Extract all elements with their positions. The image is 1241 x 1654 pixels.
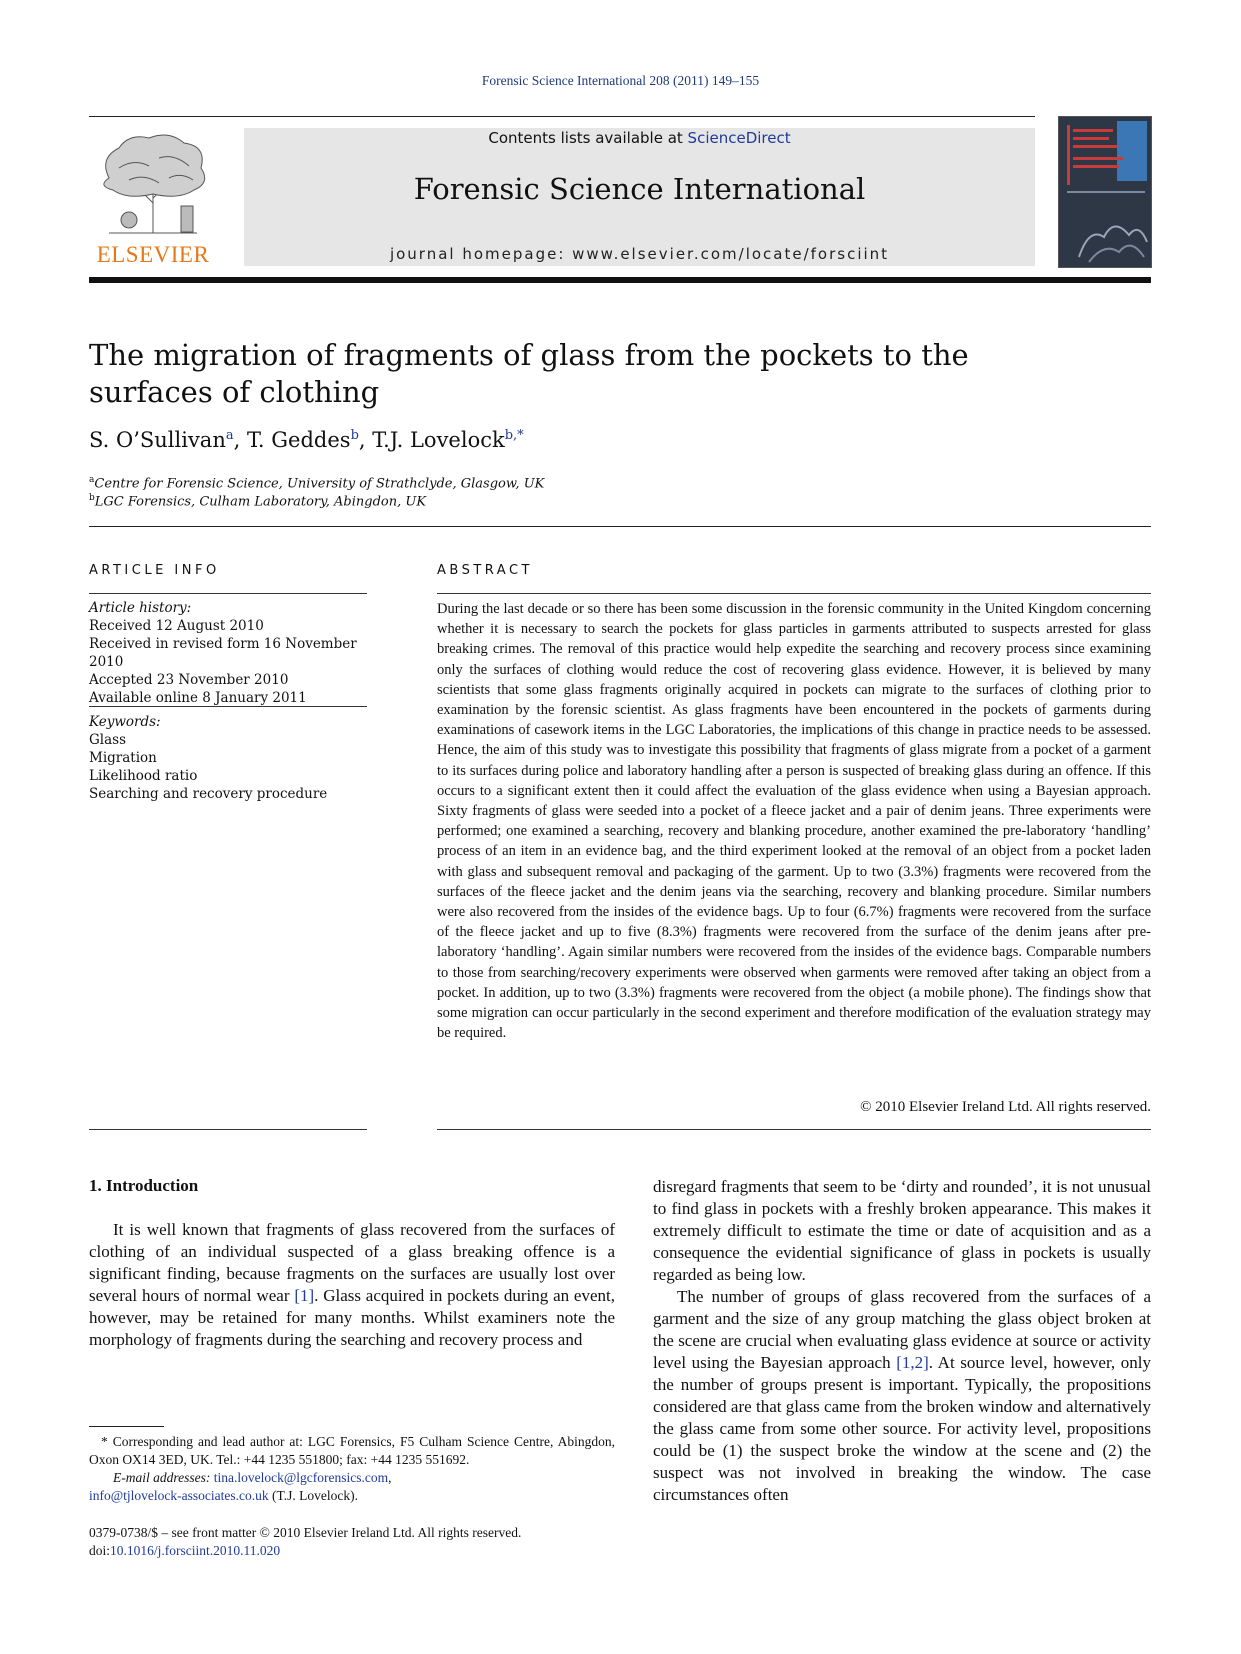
article-title-line-1: The migration of fragments of glass from the pockets to the xyxy=(89,338,969,372)
abstract-heading: ABSTRACT xyxy=(437,563,533,578)
journal-citation[interactable]: Forensic Science International 208 (2011) 149–155 xyxy=(481,73,760,88)
affiliation-mark: b xyxy=(89,493,95,503)
doi-line xyxy=(89,1542,649,1560)
journal-title: Forensic Science International xyxy=(413,172,866,206)
author-name: S. O’Sullivan xyxy=(89,428,226,452)
email-link[interactable]: info@tjlovelock-associates.co.uk xyxy=(89,1488,269,1503)
front-matter-info xyxy=(89,1524,649,1560)
email-owner: (T.J. Lovelock). xyxy=(268,1488,358,1503)
body-column-left xyxy=(89,1219,615,1351)
header-thick-rule xyxy=(89,277,1151,283)
doi-label: doi: xyxy=(89,1543,111,1558)
author-list: S. O’Sullivan$^a$, T. Geddes$^b$, T.J. Lovelock$^{b,*}$ xyxy=(89,428,524,452)
header-rule xyxy=(89,116,1035,117)
article-history-label: Article history: xyxy=(89,600,192,616)
doi-link[interactable]: 10.1016/j.forsciint.2010.11.020 xyxy=(110,1543,281,1558)
issn-line: 0379-0738/$ – see front matter © 2010 Elsevier Ireland Ltd. All rights reserved. xyxy=(89,1525,522,1540)
author-affiliation-mark[interactable]: b,* xyxy=(504,428,524,443)
history-item: Received 12 August 2010 xyxy=(89,618,264,634)
journal-cover-thumbnail[interactable] xyxy=(1058,116,1152,268)
keyword-item: Searching and recovery procedure xyxy=(89,786,328,802)
keyword-item: Migration xyxy=(89,750,157,766)
affiliation-a xyxy=(89,475,544,491)
paragraph-text: It is well known that fragments of glass recovered from the surfaces of clothing of an individual suspected of a glass breaking offence is a significant finding, because fragments on the surfaces are usually lost over several hours of normal wear xyxy=(89,1220,615,1305)
abstract-rule xyxy=(437,593,1151,594)
keywords-block xyxy=(89,713,369,803)
reference-link[interactable]: [1,2] xyxy=(896,1353,929,1372)
keyword-item: Glass xyxy=(89,732,127,748)
author-name: T.J. Lovelock xyxy=(372,428,505,452)
body-column-right xyxy=(653,1176,1151,1506)
author-affiliation-mark[interactable]: a xyxy=(225,428,234,443)
section-rule xyxy=(89,526,1151,527)
affiliation-text: Centre for Forensic Science, University of Strathclyde, Glasgow, UK xyxy=(94,476,545,492)
affiliation-text: LGC Forensics, Culham Laboratory, Abingdon, UK xyxy=(94,494,427,510)
affiliation-b xyxy=(89,493,426,509)
article-title xyxy=(89,337,989,411)
author-affiliation-mark[interactable]: b xyxy=(350,428,359,443)
history-item: Available online 8 January 2011 xyxy=(89,690,307,706)
paragraph-text: The number of groups of glass recovered from the surfaces of a garment and the size of any group matching the glass object broken at the scene are crucial when evaluating glass evidence at source or activity level using the Bayesian approach xyxy=(653,1287,1151,1372)
intro-paragraph: disregard fragments that seem to be ‘dirty and rounded’, it is not unusual to find glass in pockets with a freshly broken appearance. This makes it extremely difficult to estimate the time or date of acquisition and as a consequence the evidential significance of glass in pockets is usually regarded as being low. xyxy=(653,1177,1151,1284)
sciencedirect-link[interactable]: ScienceDirect xyxy=(687,129,791,147)
article-info-bottom-rule xyxy=(89,1129,367,1130)
abstract-bottom-rule xyxy=(437,1129,1151,1130)
article-title-line-2: surfaces of clothing xyxy=(89,375,380,409)
corresponding-author-footnote xyxy=(89,1433,615,1505)
keywords-label: Keywords: xyxy=(89,714,161,730)
article-history xyxy=(89,599,369,707)
journal-homepage[interactable]: journal homepage: www.elsevier.com/locate/forsciint xyxy=(389,245,890,263)
affiliation-mark: a xyxy=(89,475,95,485)
elsevier-wordmark: ELSEVIER xyxy=(96,242,210,267)
footnote-address: * Corresponding and lead author at: LGC Forensics, F5 Culham Science Centre, Abingdon, Oxon OX14 3ED, UK. Tel.: +44 1235 551800; fax: +44 1235 551692. xyxy=(89,1434,615,1467)
article-info-rule xyxy=(89,593,367,594)
keywords-rule xyxy=(89,706,367,707)
article-info-heading: ARTICLE INFO xyxy=(89,563,220,578)
contents-prefix: Contents lists available at xyxy=(488,129,688,147)
footnote-email-2 xyxy=(89,1487,615,1505)
author-name: T. Geddes xyxy=(246,428,351,452)
intro-paragraph xyxy=(653,1286,1151,1506)
abstract-copyright: © 2010 Elsevier Ireland Ltd. All rights reserved. xyxy=(860,1099,1151,1115)
email-link[interactable]: tina.lovelock@lgcforensics.com xyxy=(213,1470,389,1485)
abstract-text: During the last decade or so there has been some discussion in the forensic community in the United Kingdom concerning whether it is necessary to search the pockets for glass particles in garments attributed to suspects arrested for glass breaking crimes. The removal of this practice would help expedite the searching and recovery process since examining only the surfaces of clothing would reduce the cost of recovering glass evidence. However, it is believed by many scientists that some glass fragments originally acquired in pockets can migrate to the surfaces of clothing prior to examination by the forensic scientist. As glass fragments have been encountered in the pockets of garments during examinations of casework items in the LGC Laboratories, the implications of this change in practice needs to be assessed. Hence, the aim of this study was to investigate this possibility that fragments of glass migrate from a pocket of a garment to its surfaces during police and laboratory handling after a person is suspected of breaking glass during an offence. If this occurs to a significant extent then it could affect the evaluation of the glass evidence when using a Bayesian approach. Sixty fragments of glass were seeded into a pocket of a fleece jacket and a pair of denim jeans. Three experiments were performed; one examined a searching, recovery and blanking procedure, another examined the pre-laboratory ‘handling’ process of an item in an evidence bag, and the third experiment looked at the removal of an object from a pocket laden with glass and subsequent removal and packaging of the garment. Up to two (3.3%) fragments were recovered from the surfaces of the fleece jacket and the denim jeans via the searching, recovery and blanking procedure. Similar numbers were also recovered from the insides of the evidence bags. Up to four (6.7%) fragments were recovered from the surface of the fleece jacket and up to five (8.3%) fragments were recovered from the surface of the denim jeans after pre-laboratory ‘handling’. Again similar numbers were recovered from the insides of the evidence bags. Comparable numbers to those from searching/recovery experiments were observed when garments were removed after taking an object from a pocket. In addition, up to two (3.3%) fragments were recovered from the object (a mobile phone). The findings show that some migration can occur particularly in the second experiment and therefore modification of the evaluation strategy may be required. xyxy=(437,601,1151,1042)
introduction-heading: 1. Introduction xyxy=(89,1176,199,1195)
paragraph-text: . At source level, however, only the number of groups present is important. Typically, the propositions considered are that glass came from the broken window and alternatively the glass came from some other source. For activity level, propositions could be (1) the suspect broke the window at the scene and (2) the suspect was not involved in breaking the window. The case circumstances often xyxy=(653,1353,1151,1504)
footnote-rule xyxy=(89,1426,164,1427)
elsevier-logo[interactable] xyxy=(89,128,217,268)
email-label: E-mail addresses: xyxy=(113,1470,214,1485)
paragraph-text: . Glass acquired in pockets during an event, however, may be retained for many months. Whilst examiners note the morphology of fragments during the searching and recovery process and xyxy=(89,1286,615,1349)
journal-banner xyxy=(244,128,1035,266)
history-item: Accepted 23 November 2010 xyxy=(89,672,289,688)
intro-paragraph xyxy=(89,1219,615,1351)
email-separator: , xyxy=(388,1470,392,1485)
journal-cover-image xyxy=(1059,117,1151,267)
history-item: Received in revised form 16 November 2010 xyxy=(89,636,357,670)
reference-link[interactable]: [1] xyxy=(294,1286,315,1305)
keyword-item: Likelihood ratio xyxy=(89,768,198,784)
contents-line xyxy=(244,129,1035,147)
elsevier-tree-icon xyxy=(89,128,217,238)
footnote-emails xyxy=(89,1469,615,1487)
